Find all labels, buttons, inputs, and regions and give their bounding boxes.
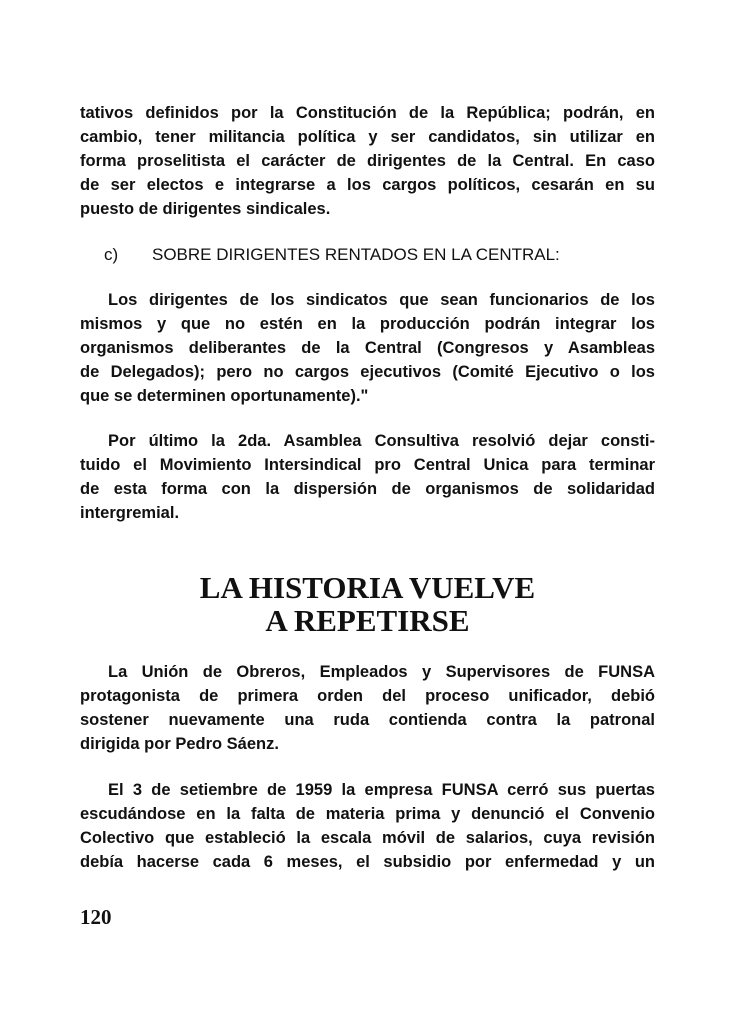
paragraph-funsa-closure	[80, 778, 655, 874]
text-line: debía hacerse cada 6 meses, el subsidio por enfermedad y un	[80, 853, 655, 871]
text-line: que se determinen oportunamente)."	[80, 387, 369, 405]
text-line: cambio, tener militancia política y ser candidatos, sin utilizar en	[80, 128, 655, 146]
subheading-text: SOBRE DIRIGENTES RENTADOS EN LA CENTRAL:	[152, 245, 560, 264]
text-line: de esta forma con la dispersión de organismos de solidaridad	[80, 480, 655, 498]
section-title-line-2: A REPETIRSE	[265, 603, 470, 638]
text-line: Por último la 2da. Asamblea Consultiva resolvió dejar consti-	[108, 432, 655, 450]
text-line: sostener nuevamente una ruda contienda contra la patronal	[80, 711, 655, 729]
text-line: Colectivo que estableció la escala móvil de salarios, cuya revisión	[80, 829, 655, 847]
text-line: tuido el Movimiento Intersindical pro Central Unica para terminar	[80, 456, 655, 474]
text-line: organismos deliberantes de la Central (Congresos y Asambleas	[80, 339, 655, 357]
page-number: 120	[80, 905, 112, 929]
text-line: mismos y que no estén en la producción podrán integrar los	[80, 315, 655, 333]
text-line: forma proselitista el carácter de dirigentes de la Central. En caso	[80, 152, 655, 170]
subheading	[104, 243, 654, 267]
text-line: de Delegados); pero no cargos ejecutivos (Comité Ejecutivo o los	[80, 363, 655, 381]
subheading-label: c)	[104, 245, 119, 264]
text-line: protagonista de primera orden del proceso unificador, debió	[80, 687, 655, 705]
text-line: dirigida por Pedro Sáenz.	[80, 735, 279, 753]
paragraph-funsa-union	[80, 660, 655, 756]
text-line: La Unión de Obreros, Empleados y Supervisores de FUNSA	[108, 663, 655, 681]
paragraph-constitution	[80, 101, 655, 221]
text-line: tativos definidos por la Constitución de la República; podrán, en	[80, 104, 655, 122]
paragraph-rentados	[80, 288, 655, 408]
section-title-line-1: LA HISTORIA VUELVE	[199, 570, 536, 605]
text-line: Los dirigentes de los sindicatos que sean funcionarios de los	[108, 291, 655, 309]
text-line: escudándose en la falta de materia prima y denunció el Convenio	[80, 805, 655, 823]
text-line: puesto de dirigentes sindicales.	[80, 200, 331, 218]
paragraph-asamblea	[80, 429, 655, 525]
text-line: intergremial.	[80, 504, 180, 522]
text-line: de ser electos e integrarse a los cargos políticos, cesarán en su	[80, 176, 655, 194]
text-line: El 3 de setiembre de 1959 la empresa FUNSA cerró sus puertas	[108, 781, 655, 799]
